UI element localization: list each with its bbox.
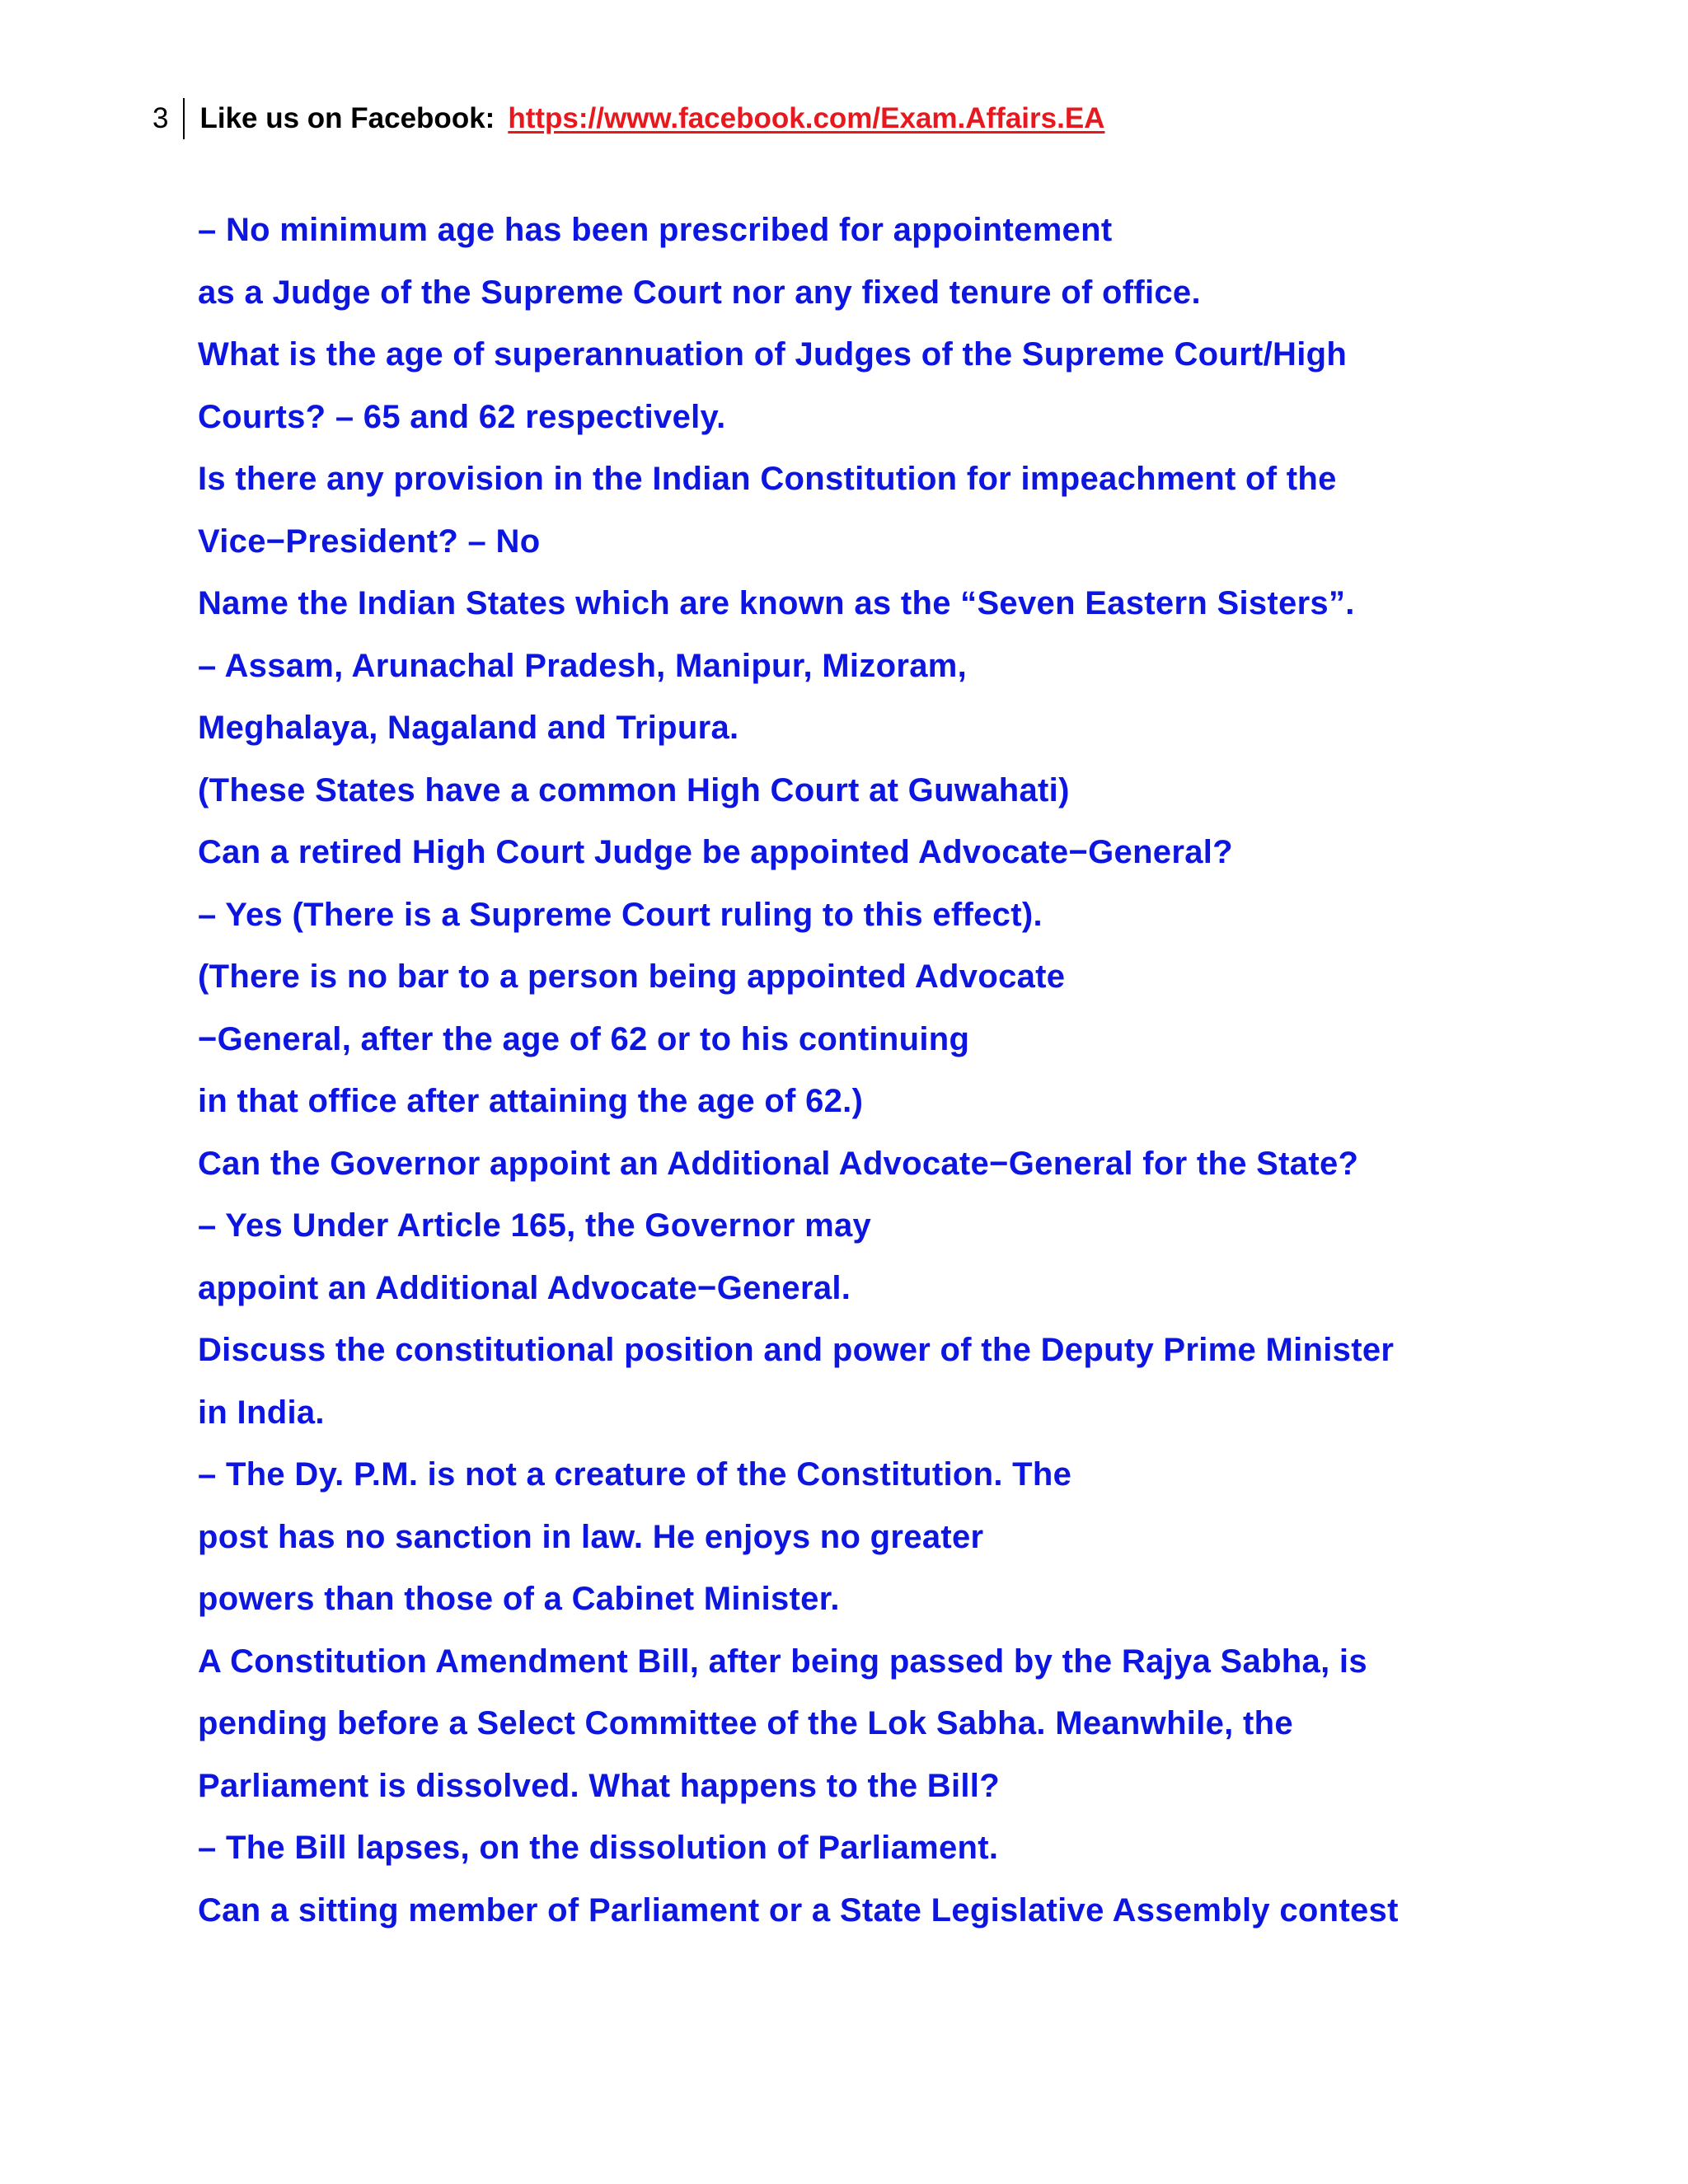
page-header: [152, 97, 1104, 140]
text-line: – Yes (There is a Supreme Court ruling to this effect).: [198, 896, 1043, 933]
text-line: Meghalaya, Nagaland and Tripura.: [198, 710, 739, 746]
text-line: in India.: [198, 1394, 325, 1431]
text-line: – Yes Under Article 165, the Governor may: [198, 1207, 872, 1244]
text-line: Vice−President? – No: [198, 523, 541, 560]
text-line: – The Dy. P.M. is not a creature of the Constitution. The: [198, 1456, 1072, 1493]
text-line: A Constitution Amendment Bill, after being passed by the Rajya Sabha, is: [198, 1643, 1367, 1680]
facebook-link[interactable]: https://www.facebook.com/Exam.Affairs.EA: [508, 102, 1105, 134]
text-line: (These States have a common High Court at Guwahati): [198, 771, 1070, 808]
text-line: Name the Indian States which are known as the “Seven Eastern Sisters”.: [198, 585, 1355, 621]
text-line: pending before a Select Committee of the Lok Sabha. Meanwhile, the: [198, 1705, 1293, 1741]
text-line: What is the age of superannuation of Judges of the Supreme Court/High: [198, 336, 1348, 373]
text-line: as a Judge of the Supreme Court nor any fixed tenure of office.: [198, 274, 1201, 311]
document-body: [198, 199, 1517, 1942]
facebook-label: Like us on Facebook:: [199, 102, 495, 134]
text-line: Parliament is dissolved. What happens to the Bill?: [198, 1767, 1000, 1804]
text-line: appoint an Additional Advocate−General.: [198, 1269, 851, 1306]
text-line: (There is no bar to a person being appointed Advocate: [198, 958, 1066, 995]
text-line: – No minimum age has been prescribed for appointement: [198, 212, 1113, 248]
text-line: Is there any provision in the Indian Constitution for impeachment of the: [198, 461, 1337, 497]
text-line: Discuss the constitutional position and power of the Deputy Prime Minister: [198, 1332, 1395, 1368]
text-line: −General, after the age of 62 or to his continuing: [198, 1020, 970, 1057]
text-line: – The Bill lapses, on the dissolution of Parliament.: [198, 1830, 999, 1866]
text-line: in that office after attaining the age of 62.): [198, 1083, 864, 1119]
text-line: Courts? – 65 and 62 respectively.: [198, 398, 726, 435]
text-line: Can the Governor appoint an Additional Advocate−General for the State?: [198, 1145, 1359, 1182]
text-line: Can a sitting member of Parliament or a State Legislative Assembly contest: [198, 1891, 1399, 1929]
text-line: Can a retired High Court Judge be appointed Advocate−General?: [198, 834, 1233, 870]
page-number: 3: [152, 102, 169, 134]
text-line: – Assam, Arunachal Pradesh, Manipur, Mizoram,: [198, 647, 968, 684]
text-line: post has no sanction in law. He enjoys no greater: [198, 1518, 984, 1555]
header-divider: [183, 98, 185, 139]
text-line: powers than those of a Cabinet Minister.: [198, 1581, 840, 1617]
